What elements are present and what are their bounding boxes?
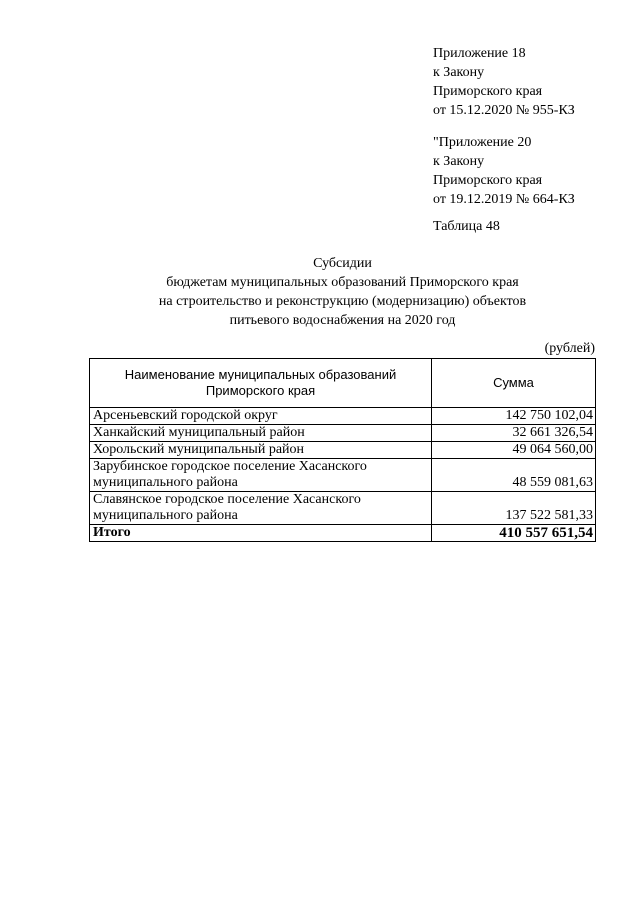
municipality-name [90,442,432,459]
table-row [90,442,596,459]
appendix-amended-line: "Приложение 20 [433,135,532,150]
municipality-sum: 137 522 581,33 [432,492,596,525]
title-line: бюджетам муниципальных образований Приморского края [166,275,519,290]
name-line: Славянское городское поселение Хасанского [93,492,361,507]
header-name-line: Приморского края [205,383,316,398]
total-sum: 410 557 651,54 [432,525,596,542]
appendix-current-line: к Закону [433,65,485,80]
municipality-name [90,459,432,492]
unit-label: (рублей) [544,341,595,356]
name-line: муниципального района [93,475,238,490]
municipality-name [90,408,432,425]
municipality-sum: 142 750 102,04 [432,408,596,425]
name-line: Ханкайский муниципальный район [93,425,305,440]
header-sum-cell: Сумма [432,359,596,408]
table-row [90,408,596,425]
title-line: питьевого водоснабжения на 2020 год [229,313,456,328]
table-row [90,492,596,525]
appendix-amended-line: к Закону [433,154,485,169]
name-line: Хорольский муниципальный район [93,442,305,457]
appendix-current-line: Приложение 18 [433,46,526,61]
total-row [90,525,596,542]
appendix-amended [433,133,575,209]
document-title [90,254,595,330]
appendix-current-line: Приморского края [433,84,543,99]
table-row [90,459,596,492]
municipality-sum: 48 559 081,63 [432,459,596,492]
table-number: Таблица 48 [433,219,500,234]
municipality-name [90,492,432,525]
appendix-amended-line: Приморского края [433,173,543,188]
title-line: Субсидии [313,256,372,271]
name-line: Арсеньевский городской округ [93,408,278,423]
subsidy-table [89,358,596,542]
title-line: на строительство и реконструкцию (модернизацию) объектов [158,294,527,309]
table-row [90,425,596,442]
appendix-amended-line: от 19.12.2019 № 664-КЗ [433,192,575,207]
appendix-current [433,44,575,120]
appendix-current-line: от 15.12.2020 № 955-КЗ [433,103,575,118]
municipality-name [90,425,432,442]
municipality-sum: 49 064 560,00 [432,442,596,459]
name-line: муниципального района [93,508,238,523]
total-label: Итого [90,525,432,542]
municipality-sum: 32 661 326,54 [432,425,596,442]
name-line: Зарубинское городское поселение Хасанского [93,459,367,474]
table-header-row [90,359,596,408]
header-name-cell [90,359,432,408]
header-name-line: Наименование муниципальных образований [124,367,397,382]
